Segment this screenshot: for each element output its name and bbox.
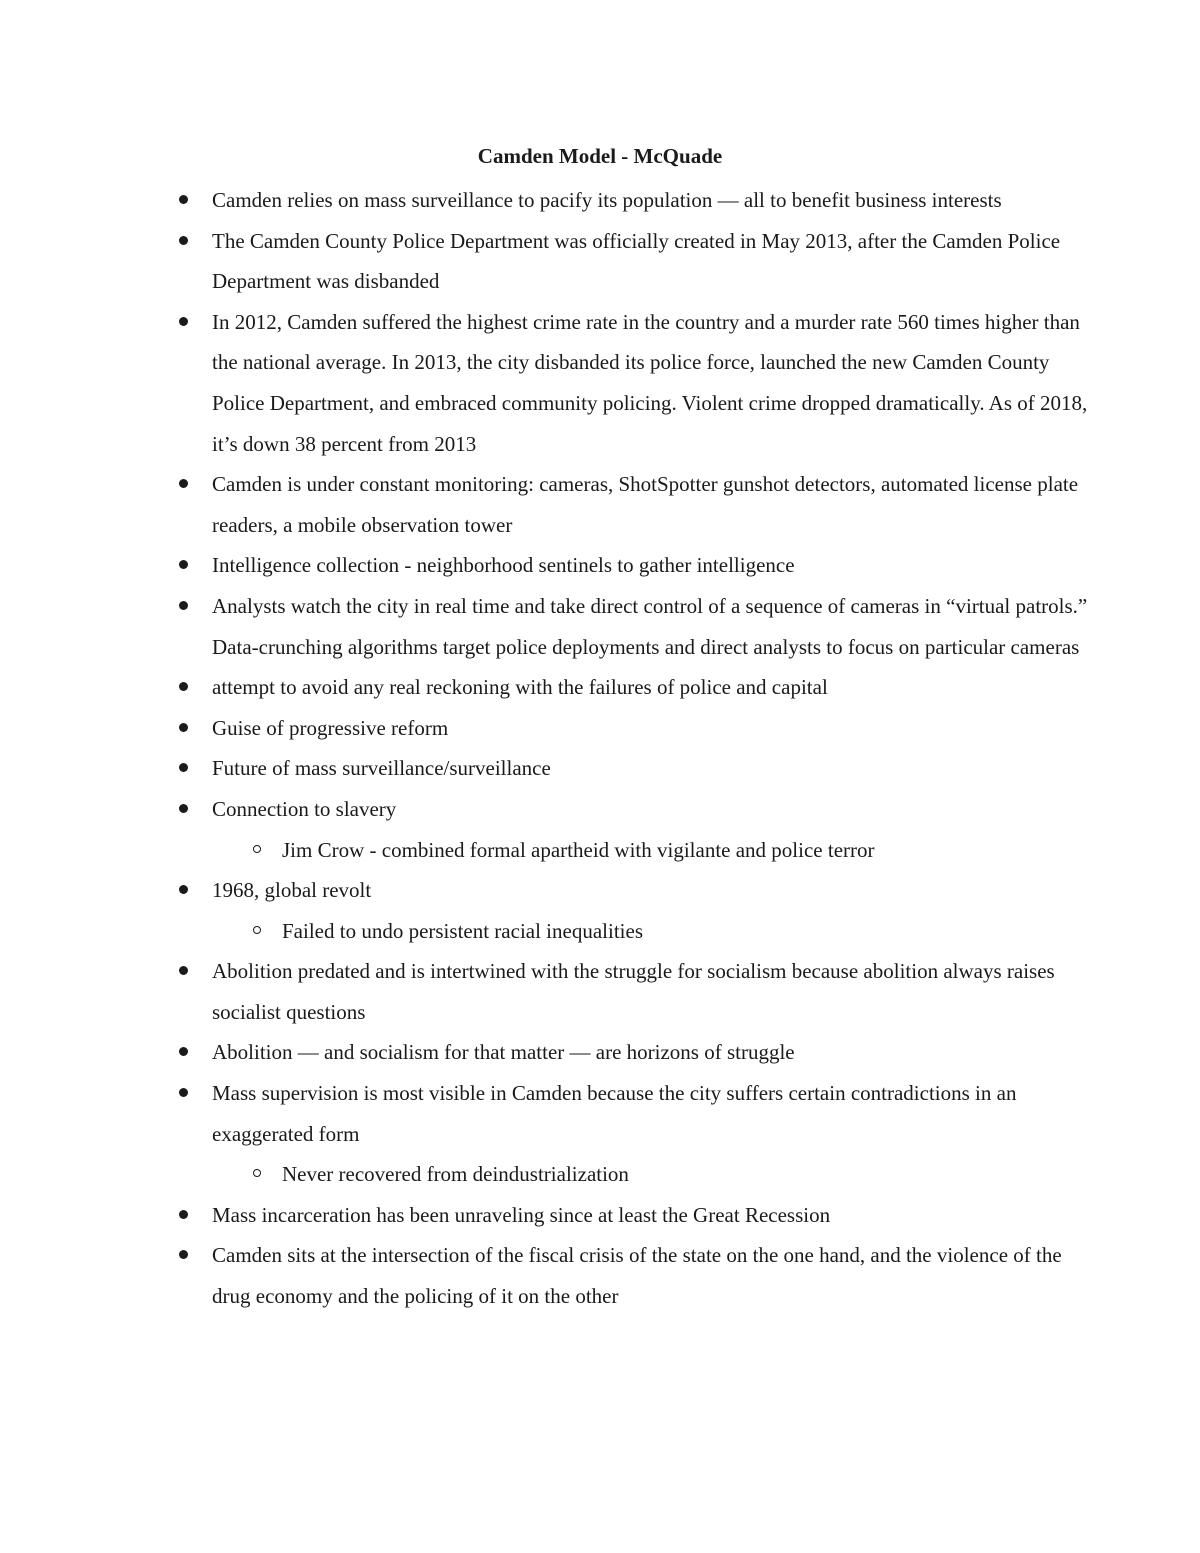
bullet-text: Camden sits at the intersection of the fiscal crisis of the state on the one hand, and the violence of the drug economy and the policing of it on the other xyxy=(212,1243,1062,1309)
bullet-text: Analysts watch the city in real time and take direct control of a sequence of cameras in “virtual patrols.” Data-crunching algorithms target police deployments and direct analysts to focus on particular cameras xyxy=(212,593,1088,659)
document-title: Camden Model - McQuade xyxy=(477,144,723,168)
sub-bullet-list xyxy=(212,911,1092,952)
bullet-item xyxy=(212,221,1092,302)
bullet-text: 1968, global revolt xyxy=(212,878,372,903)
bullet-item xyxy=(212,789,1092,870)
bullet-text: Mass incarceration has been unraveling since at least the Great Recession xyxy=(212,1202,831,1227)
bullet-item xyxy=(212,1073,1092,1195)
bullet-item xyxy=(212,545,1092,586)
bullet-item xyxy=(212,1195,1092,1236)
bullet-text: Abolition — and socialism for that matter — are horizons of struggle xyxy=(212,1040,795,1065)
bullet-text: Camden relies on mass surveillance to pacify its population — all to benefit business interests xyxy=(212,188,1002,212)
bullet-item xyxy=(212,667,1092,708)
bullet-text: Abolition predated and is intertwined with the struggle for socialism because abolition always raises socialist questions xyxy=(212,959,1055,1024)
sub-bullet-item: Never recovered from deindustrialization xyxy=(282,1154,1092,1195)
bullet-text: Guise of progressive reform xyxy=(212,715,449,740)
bullet-text: Connection to slavery xyxy=(212,796,397,821)
bullet-item xyxy=(212,870,1092,951)
bullet-item xyxy=(212,748,1092,789)
bullet-text: Future of mass surveillance/surveillance xyxy=(212,756,551,781)
sub-bullet-list xyxy=(212,830,1092,871)
bullet-item xyxy=(212,302,1092,464)
bullet-text: In 2012, Camden suffered the highest crime rate in the country and a murder rate 560 times higher than the national average. In 2013, the city disbanded its police force, launched the new Camden County Police Department, and embraced community policing. Violent crime dropped dramatically. As of 2018, it’s down 38 percent from 2013 xyxy=(212,309,1088,456)
bullet-item xyxy=(212,951,1092,1032)
bullet-text: The Camden County Police Department was officially created in May 2013, after the Camden Police Department was disbanded xyxy=(212,228,1061,294)
bullet-item xyxy=(212,586,1092,667)
bullet-text: Camden is under constant monitoring: cameras, ShotSpotter gunshot detectors, automated license plate readers, a mobile observation tower xyxy=(212,472,1079,537)
bullet-text: Intelligence collection - neighborhood sentinels to gather intelligence xyxy=(212,553,795,578)
bullet-text: Mass supervision is most visible in Camden because the city suffers certain contradictions in an exaggerated form xyxy=(212,1081,1017,1146)
sub-bullet-list xyxy=(212,1154,1092,1195)
bullet-item xyxy=(212,1235,1092,1316)
bullet-item xyxy=(212,464,1092,545)
bullet-item xyxy=(212,708,1092,749)
bullet-text: attempt to avoid any real reckoning with the failures of police and capital xyxy=(212,675,828,700)
sub-bullet-item: Failed to undo persistent racial inequalities xyxy=(282,911,1092,952)
bullet-item xyxy=(212,1032,1092,1073)
bullet-list xyxy=(212,180,1092,1317)
bullet-item xyxy=(212,180,1092,221)
sub-bullet-item: Jim Crow - combined formal apartheid with vigilante and police terror xyxy=(282,830,1092,871)
